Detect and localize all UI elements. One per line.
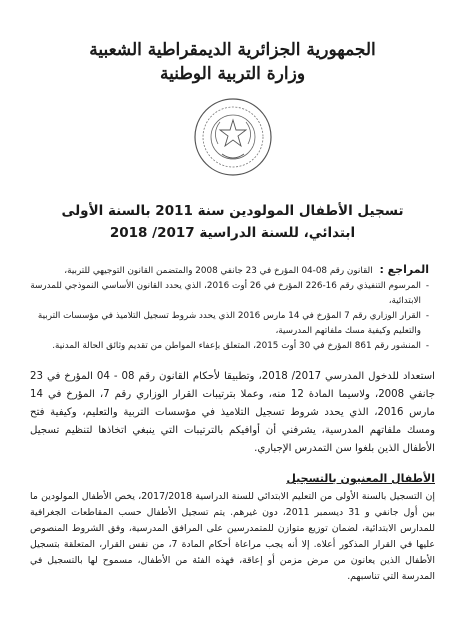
reference-item: - المرسوم التنفيذي رقم 16-226 المؤرخ في 26 أوت 2016، الذي يحدد القانون الأساسي النموذجي للمدرسة الابتدائية،: [30, 279, 429, 309]
section-paragraph: إن التسجيل بالسنة الأولى من التعليم الابتدائي للسنة الدراسية 2017/2018، يخص الأطفال المولودين ما بين أول جانفي و 31 ديسمبر 2011، دون غيرهم. يتم تسجيل الأطفال حسب المقاطعات الجغرافية للمدارس الابتدائية، لضمان توزيع متوازن للمتمدرسين على المرافق المدرسية، وفق الشروط المنصوص عليها في القرار المذكور أعلاه. إلا أنه يجب مراعاة أحكام المادة 7، من نفس القرار، المتعلقة بتسجيل الأطفال الذين يعانون من مرض مزمن أو إعاقة، فهذه الفئة من الأطفال، مسموح لها بالتسجيل في المدرسة التي تناسبهم.: [30, 491, 436, 582]
references-label: المراجع :: [379, 263, 429, 276]
document-title: [30, 200, 435, 244]
section-title: الأطفال المعنيون بالتسجيل: [286, 472, 435, 485]
emblem-seal-icon: [192, 96, 274, 178]
reference-item: - المنشور رقم 861 المؤرخ في 30 أوت 2015، المتعلق بإعفاء المواطن من تقديم وثائق الحالة المدنية.: [30, 339, 429, 354]
seal-container: [30, 96, 435, 178]
republic-name: الجمهورية الجزائرية الديمقراطية الشعبية: [89, 40, 376, 60]
reference-item: - القرار الوزاري رقم 7 المؤرخ في 14 مارس 2016 الذي يحدد شروط تسجيل التلاميذ في مؤسسات التربية والتعليم وكيفية مسك ملفاتهم المدرسية،: [30, 309, 429, 339]
reference-item: المراجع : القانون رقم 08-04 المؤرخ في 23 جانفي 2008 والمتضمن القانون التوجيهي للتربية،: [64, 263, 429, 276]
letterhead: [30, 38, 435, 86]
ministry-name: وزارة التربية الوطنية: [159, 64, 306, 84]
title-line-2: ابتدائي، للسنة الدراسية 2017/ 2018: [109, 225, 356, 241]
title-line-1: تسجيل الأطفال المولودين سنة 2011 بالسنة الأولى: [61, 203, 404, 219]
references-block: [30, 262, 435, 354]
intro-paragraph: استعداد للدخول المدرسي 2017/ 2018، وتطبيقا لأحكام القانون رقم 08 - 04 المؤرخ في 23 جانفي 2008، ولاسيما المادة 12 منه، وعملا بترتيبات القرار الوزاري رقم 7، المؤرخ في 14 مارس 2016، الذي يحدد شروط تسجيل التلاميذ في مؤسسات التربية والتعليم، وكيفية فتح ومسك ملفاتهم المدرسية، يشرفني أن أوافيكم بالترتيبات التي ينبغي اتخاذها لتنظيم تسجيل الأطفال الذين بلغوا سن التمدرس الإجباري.: [30, 371, 436, 454]
references-list: [30, 262, 435, 354]
